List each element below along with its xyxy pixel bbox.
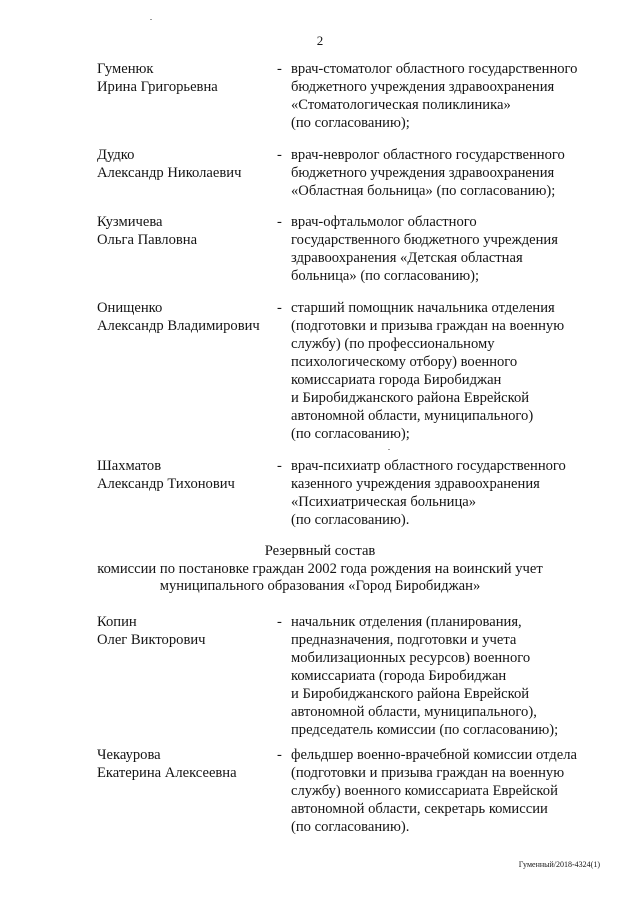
member-given-names: Ирина Григорьевна [97,79,218,95]
entry-dash: - [277,147,282,163]
position-line: мобилизационных ресурсов) военного [291,650,531,666]
member-position [291,213,601,285]
heading-line: Резервный состав [264,543,376,559]
entry-dash: - [277,61,282,77]
position-line: фельдшер военно-врачебной комиссии отдела [291,747,577,763]
position-line: врач-психиатр областного государственного [291,458,566,474]
member-given-names: Екатерина Алексеевна [97,765,237,781]
position-line: (подготовки и призыва граждан на военную [291,765,565,781]
page-number: 2 [316,33,324,48]
entry-dash: - [277,300,282,316]
member-position [291,613,601,739]
reserve-composition-heading [0,543,640,596]
entry-dash: - [277,214,282,230]
member-position [291,746,601,836]
position-line: автономной области, муниципального), [291,704,537,720]
member-given-names: Александр Николаевич [97,165,242,181]
member-surname: Чекаурова [97,747,161,763]
position-line: службу) военного комиссариата Еврейской [291,783,558,799]
document-reference-code: Гуменный/2018-4324(1) [518,860,600,869]
position-line: казенного учреждения здравоохранения [291,476,540,492]
member-surname: Онищенко [97,300,163,316]
position-line: службу) (по профессиональному [291,336,495,352]
entry-dash: - [277,458,282,474]
member-name [97,746,277,782]
member-name [97,213,277,249]
position-line: (по согласованию). [291,512,410,528]
member-position [291,60,601,132]
position-line: «Областная больница» (по согласованию); [291,183,556,199]
member-position [291,299,601,443]
position-line: психологическому отбору) военного [291,354,518,370]
position-line: бюджетного учреждения здравоохранения [291,165,555,181]
position-line: председатель комиссии (по согласованию); [291,722,559,738]
entry-dash: - [277,747,282,763]
position-line: предназначения, подготовки и учета [291,632,517,648]
member-name [97,60,277,96]
position-line: и Биробиджанского района Еврейской [291,390,530,406]
member-given-names: Александр Тихонович [97,476,235,492]
position-line: больница» (по согласованию); [291,268,480,284]
position-line: автономной области, секретарь комиссии [291,801,548,817]
member-given-names: Александр Владимирович [97,318,260,334]
scan-speck [150,19,152,20]
position-line: «Психиатрическая больница» [291,494,477,510]
position-line: врач-стоматолог областного государственного [291,61,578,77]
position-line: старший помощник начальника отделения [291,300,555,316]
position-line: и Биробиджанского района Еврейской [291,686,530,702]
heading-line: комиссии по постановке граждан 2002 года рождения на воинский учет [97,560,543,577]
position-line: бюджетного учреждения здравоохранения [291,79,555,95]
position-line: государственного бюджетного учреждения [291,232,558,248]
position-line: комиссариата (города Биробиджан [291,668,507,684]
position-line: (по согласованию); [291,426,410,442]
position-line: «Стоматологическая поликлиника» [291,97,511,113]
member-surname: Гуменюк [97,61,154,77]
member-given-names: Олег Викторович [97,632,206,648]
member-position [291,146,601,200]
member-name [97,146,277,182]
member-surname: Шахматов [97,458,162,474]
member-name [97,457,277,493]
scan-speck [388,449,390,450]
position-line: (по согласованию); [291,115,410,131]
member-given-names: Ольга Павловна [97,232,198,248]
member-name [97,613,277,649]
position-line: автономной области, муниципального) [291,408,534,424]
entry-dash: - [277,614,282,630]
position-line: врач-невролог областного государственного [291,147,565,163]
member-surname: Дудко [97,147,135,163]
position-line: комиссариата города Биробиджан [291,372,502,388]
heading-line: муниципального образования «Город Биробиджан» [159,578,481,594]
member-position [291,457,601,529]
position-line: (по согласованию). [291,819,410,835]
position-line: здравоохранения «Детская областная [291,250,523,266]
position-line: врач-офтальмолог областного [291,214,477,230]
member-surname: Кузмичева [97,214,163,230]
position-line: (подготовки и призыва граждан на военную [291,318,565,334]
member-surname: Копин [97,614,137,630]
position-line: начальник отделения (планирования, [291,614,522,630]
member-name [97,299,277,335]
